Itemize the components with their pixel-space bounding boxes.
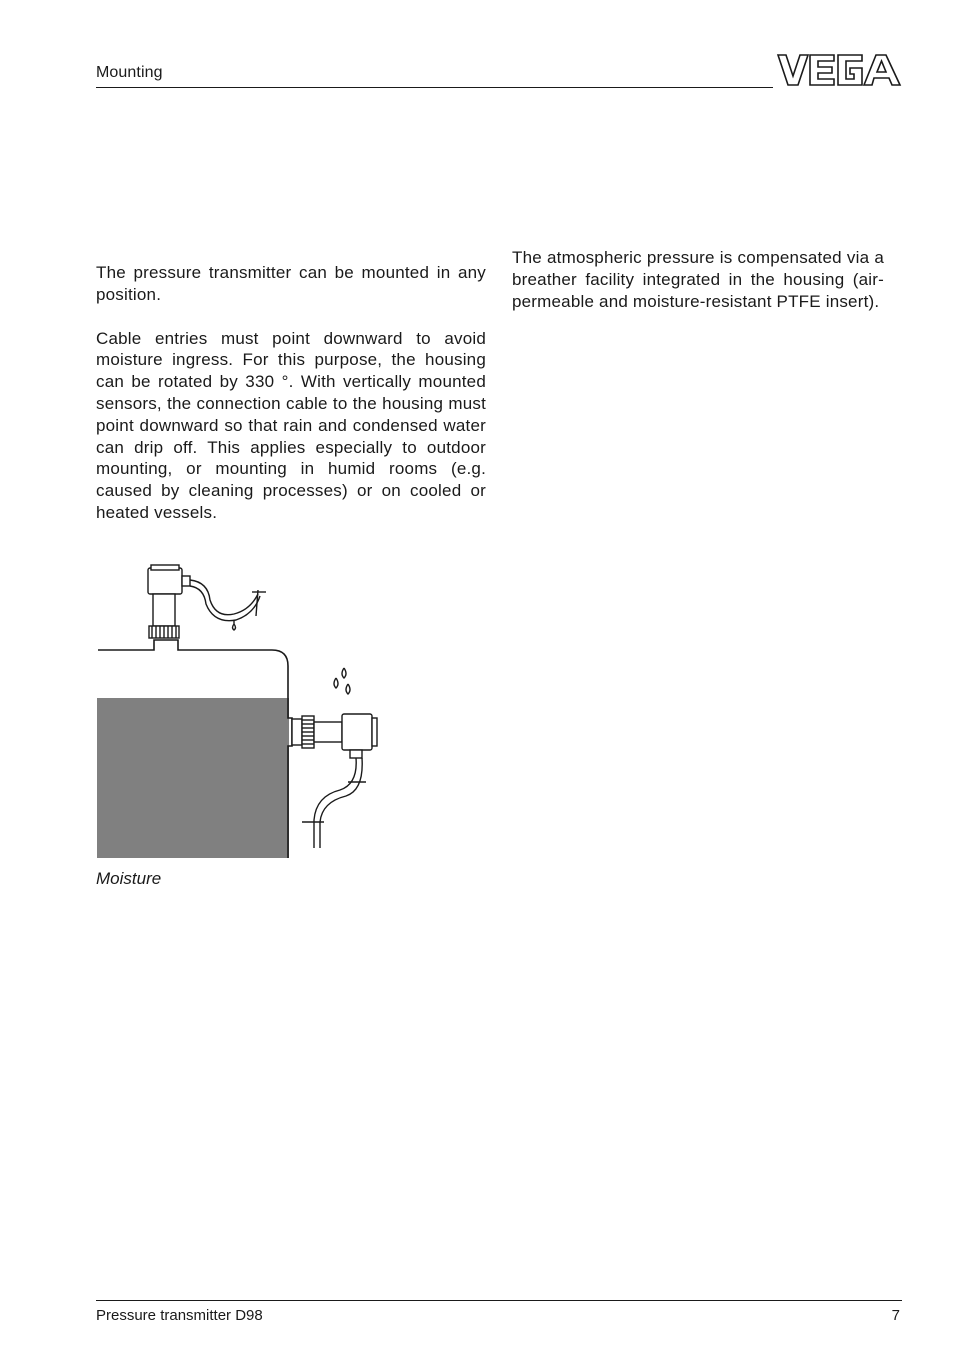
document-title: Pressure transmitter D98 — [96, 1307, 263, 1324]
paragraph-atmospheric-pressure: The atmospheric pressure is compensated via a breather facility integrated in the housing (air-permeable and moisture-resistant PTFE insert). — [512, 248, 884, 311]
left-column — [96, 262, 486, 546]
vessel-liquid — [97, 698, 289, 858]
paragraph-cable-entries: Cable entries must point downward to avoid moisture ingress. For this purpose, the housing can be rotated by 330 °. With vertically mounted sensors, the connection cable to the housing must point downward so that rain and condensed water can drip off. This applies especially to outdoor mounting, or mounting in humid rooms (e.g. caused by cleaning processes) or on cooled or heated vessels. — [96, 328, 486, 522]
paragraph-mounting-position: The pressure transmitter can be mounted in any position. — [96, 263, 486, 304]
footer-divider — [96, 1300, 902, 1301]
drip-icon — [233, 620, 236, 630]
top-cable — [190, 580, 258, 615]
vega-logo — [776, 52, 902, 88]
header-divider — [96, 87, 773, 88]
figure-caption: Moisture — [96, 869, 162, 888]
moisture-figure — [96, 560, 396, 860]
rain-drops-icon — [334, 668, 350, 694]
top-sensor — [148, 565, 190, 638]
right-column — [512, 247, 884, 334]
page-number: 7 — [891, 1307, 900, 1324]
section-title: Mounting — [96, 64, 163, 81]
side-sensor — [292, 714, 377, 758]
